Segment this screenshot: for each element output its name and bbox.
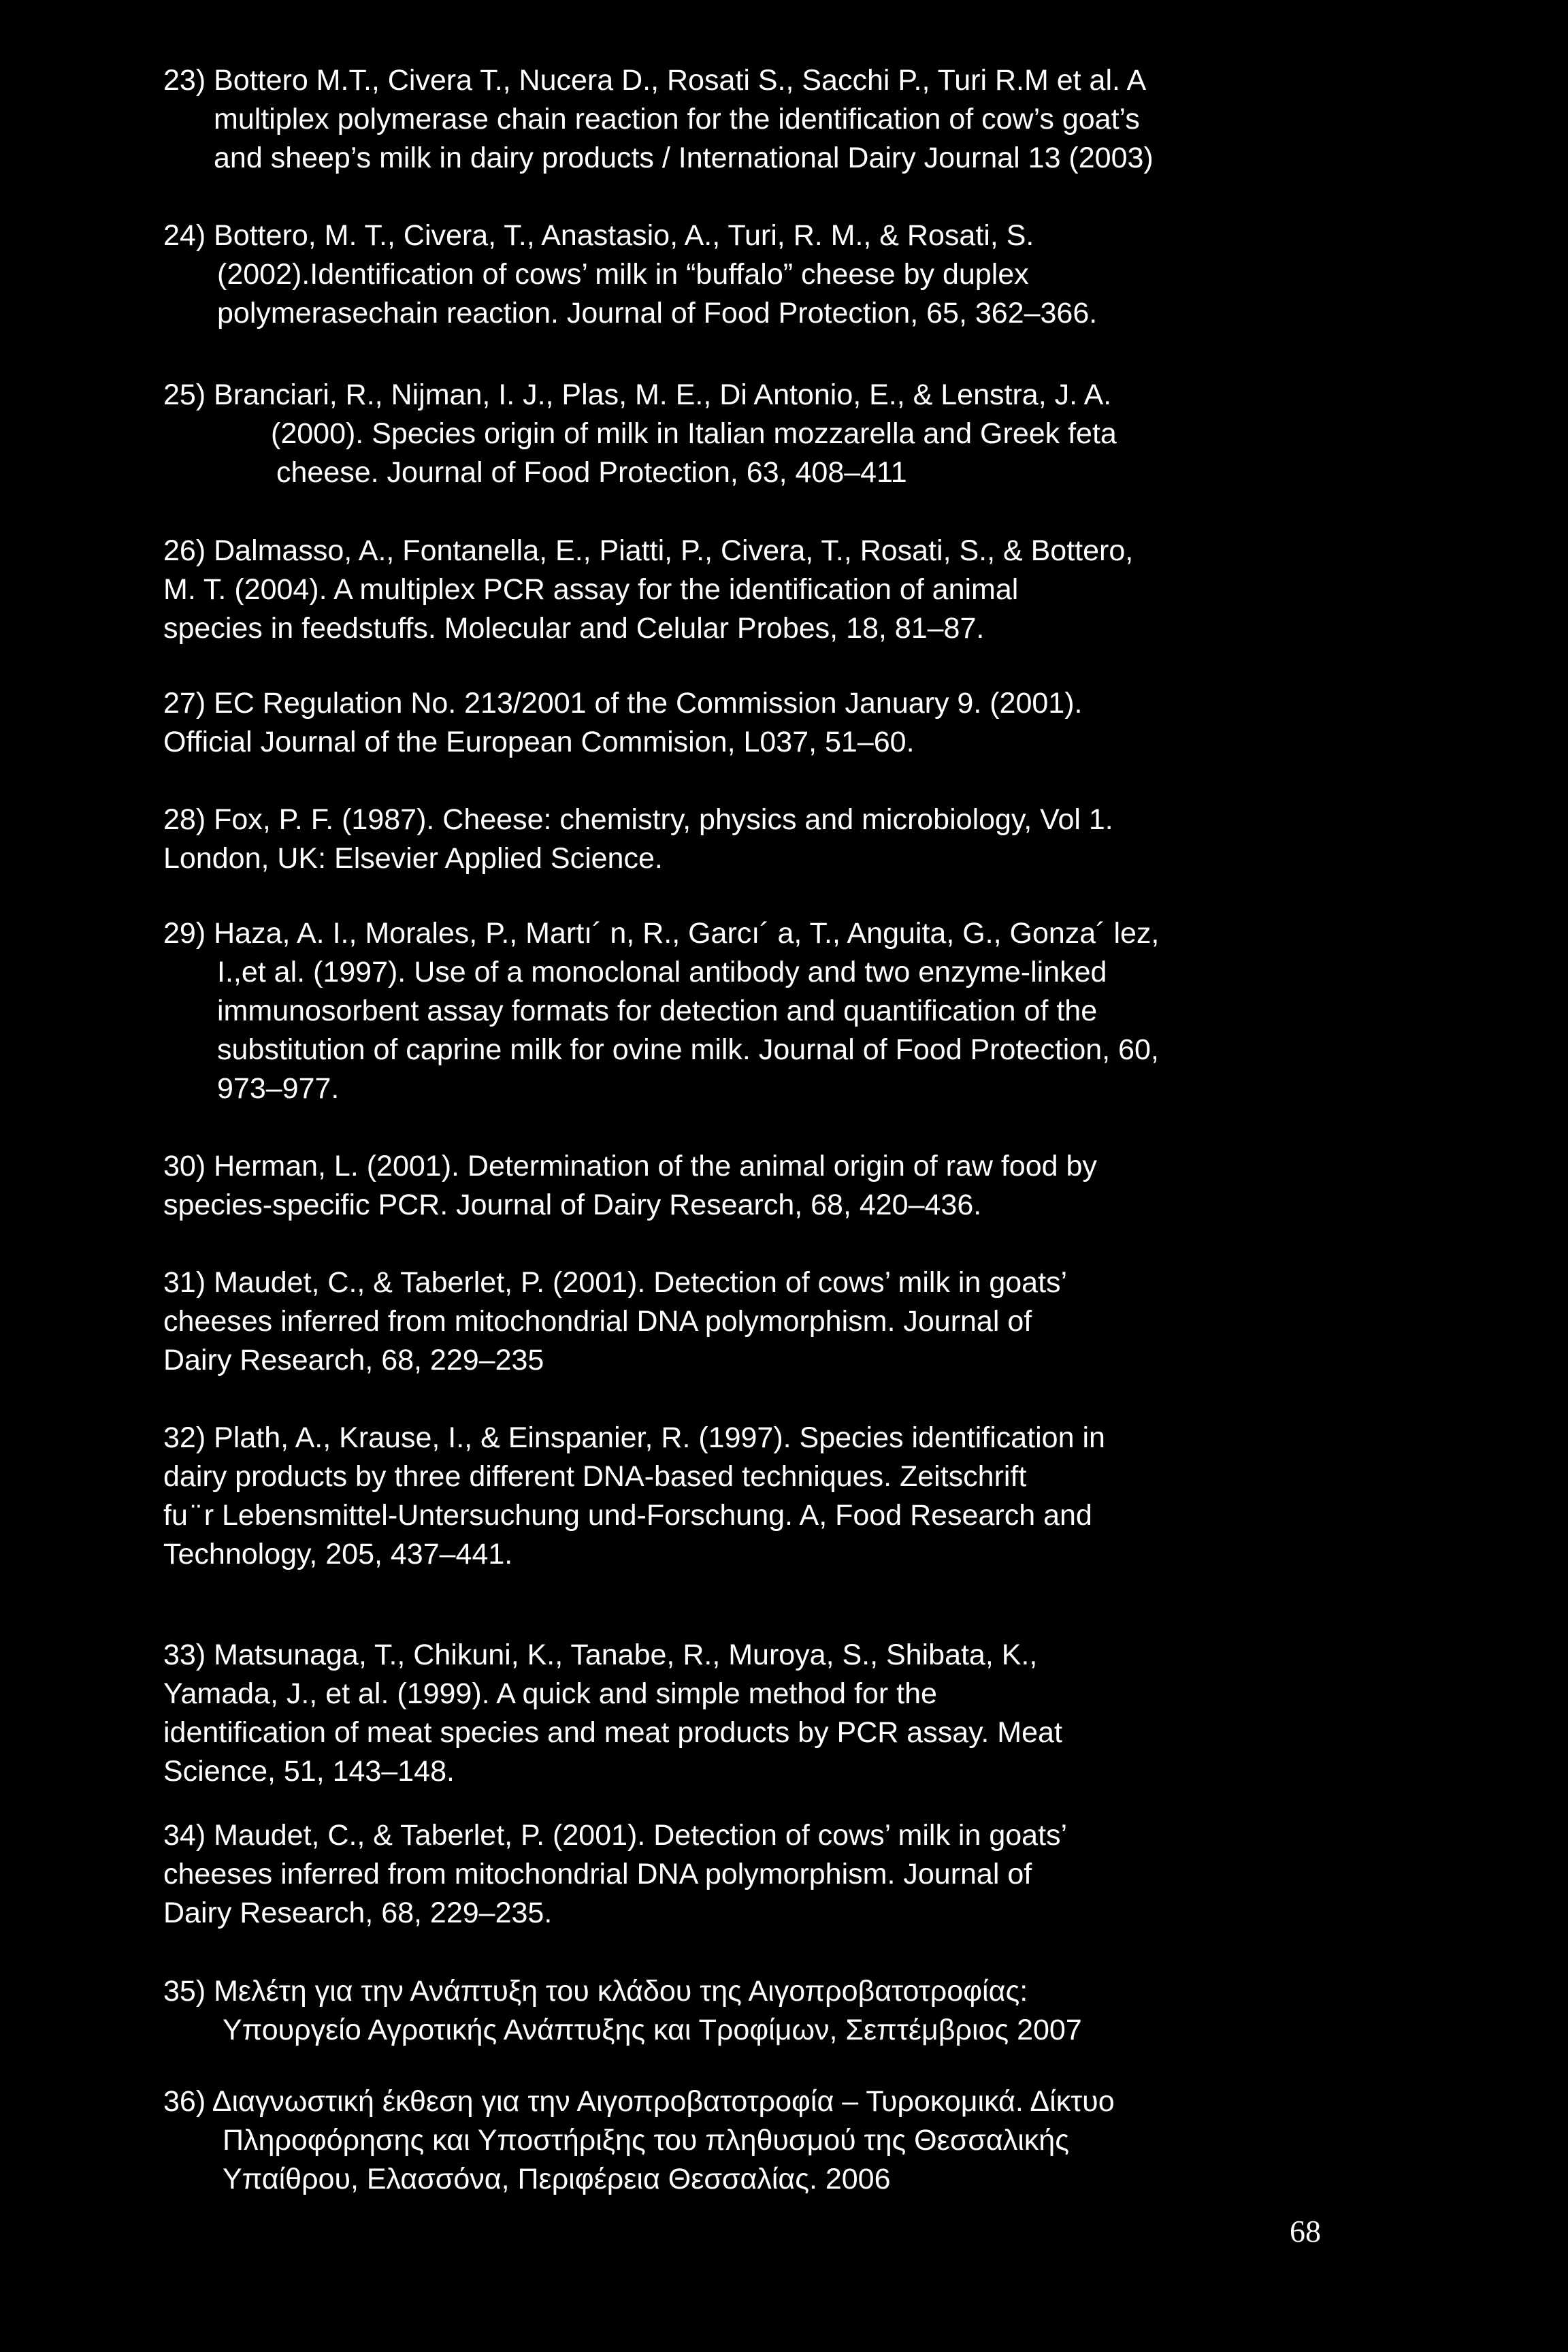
reference-line: Technology, 205, 437–441. <box>163 1538 513 1570</box>
reference-line: Science, 51, 143–148. <box>163 1755 455 1788</box>
reference-line: 23) Bottero M.T., Civera T., Nucera D., Rosati S., Sacchi P., Turi R.M et al. A <box>163 64 1147 97</box>
reference-line: Υπουργείο Αγροτικής Ανάπτυξης και Τροφίμων, Σεπτέμβριος 2007 <box>223 2014 1082 2046</box>
reference-line: I.,et al. (1997). Use of a monoclonal antibody and two enzyme-linked <box>217 956 1107 988</box>
reference-line: fu ̈ r Lebensmittel-Untersuchung und-Forschung. A, Food Research and <box>163 1499 1092 1532</box>
reference-line: (2000). Species origin of milk in Italian mozzarella and Greek feta <box>271 417 1117 450</box>
reference-line: 36) Διαγνωστική έκθεση για την Αιγοπροβατοτροφία – Τυροκομικά. Δίκτυο <box>163 2085 1115 2118</box>
reference-line: 973–977. <box>217 1072 340 1105</box>
reference-line: identification of meat species and meat products by PCR assay. Meat <box>163 1716 1062 1749</box>
reference-line: Πληροφόρησης και Υποστήριξης του πληθυσμού της Θεσσαλικής <box>223 2124 1069 2157</box>
reference-line: Dairy Research, 68, 229–235. <box>163 1897 553 1929</box>
reference-line: 32) Plath, A., Krause, I., & Einspanier, R. (1997). Species identification in <box>163 1421 1105 1454</box>
reference-line: 29) Haza, A. I., Morales, P., Martı´ n, R., Garcı´ a, T., Anguita, G., Gonza´ lez, <box>163 917 1160 950</box>
reference-line: 26) Dalmasso, A., Fontanella, E., Piatti, P., Civera, T., Rosati, S., & Bottero, <box>163 534 1134 567</box>
reference-line: cheeses inferred from mitochondrial DNA polymorphism. Journal of <box>163 1305 1032 1338</box>
reference-line: 34) Maudet, C., & Taberlet, P. (2001). Detection of cows’ milk in goats’ <box>163 1819 1068 1852</box>
reference-line: substitution of caprine milk for ovine milk. Journal of Food Protection, 60, <box>217 1033 1159 1066</box>
reference-line: and sheep’s milk in dairy products / International Dairy Journal 13 (2003) <box>214 142 1154 174</box>
reference-line: 28) Fox, P. F. (1987). Cheese: chemistry, physics and microbiology, Vol 1. <box>163 803 1113 836</box>
reference-line: 35) Μελέτη για την Ανάπτυξη του κλάδου της Αιγοπροβατοτροφίας: <box>163 1975 1028 2008</box>
reference-line: Υπαίθρου, Ελασσόνα, Περιφέρεια Θεσσαλίας. 2006 <box>223 2163 891 2195</box>
reference-line: 24) Bottero, M. T., Civera, T., Anastasio, A., Turi, R. M., & Rosati, S. <box>163 219 1034 252</box>
reference-line: 25) Branciari, R., Nijman, I. J., Plas, M. E., Di Antonio, E., & Lenstra, J. A. <box>163 378 1112 411</box>
reference-line: 31) Maudet, C., & Taberlet, P. (2001). Detection of cows’ milk in goats’ <box>163 1266 1068 1299</box>
page-number: 68 <box>1290 2214 1321 2249</box>
reference-line: Dairy Research, 68, 229–235 <box>163 1344 544 1376</box>
reference-line: multiplex polymerase chain reaction for the identification of cow’s goat’s <box>214 103 1140 135</box>
reference-line: species-specific PCR. Journal of Dairy Research, 68, 420–436. <box>163 1189 982 1221</box>
reference-line: 30) Herman, L. (2001). Determination of the animal origin of raw food by <box>163 1150 1097 1182</box>
reference-line: dairy products by three different DNA-based techniques. Zeitschrift <box>163 1460 1027 1493</box>
reference-line: Official Journal of the European Commision, L037, 51–60. <box>163 726 915 758</box>
reference-line: polymerasechain reaction. Journal of Food Protection, 65, 362–366. <box>217 297 1098 329</box>
reference-line: London, UK: Elsevier Applied Science. <box>163 842 663 875</box>
reference-line: (2002).Identification of cows’ milk in “buffalo” cheese by duplex <box>217 258 1029 291</box>
reference-line: species in feedstuffs. Molecular and Celular Probes, 18, 81–87. <box>163 612 985 645</box>
reference-line: immunosorbent assay formats for detection and quantification of the <box>217 995 1098 1027</box>
reference-line: 33) Matsunaga, T., Chikuni, K., Tanabe, R., Muroya, S., Shibata, K., <box>163 1639 1038 1671</box>
reference-line: Yamada, J., et al. (1999). A quick and simple method for the <box>163 1677 937 1710</box>
reference-line: 27) EC Regulation No. 213/2001 of the Commission January 9. (2001). <box>163 687 1083 720</box>
reference-line: cheese. Journal of Food Protection, 63, 408–411 <box>276 456 907 489</box>
reference-line: M. T. (2004). A multiplex PCR assay for the identification of animal <box>163 573 1019 606</box>
reference-line: cheeses inferred from mitochondrial DNA polymorphism. Journal of <box>163 1858 1032 1890</box>
